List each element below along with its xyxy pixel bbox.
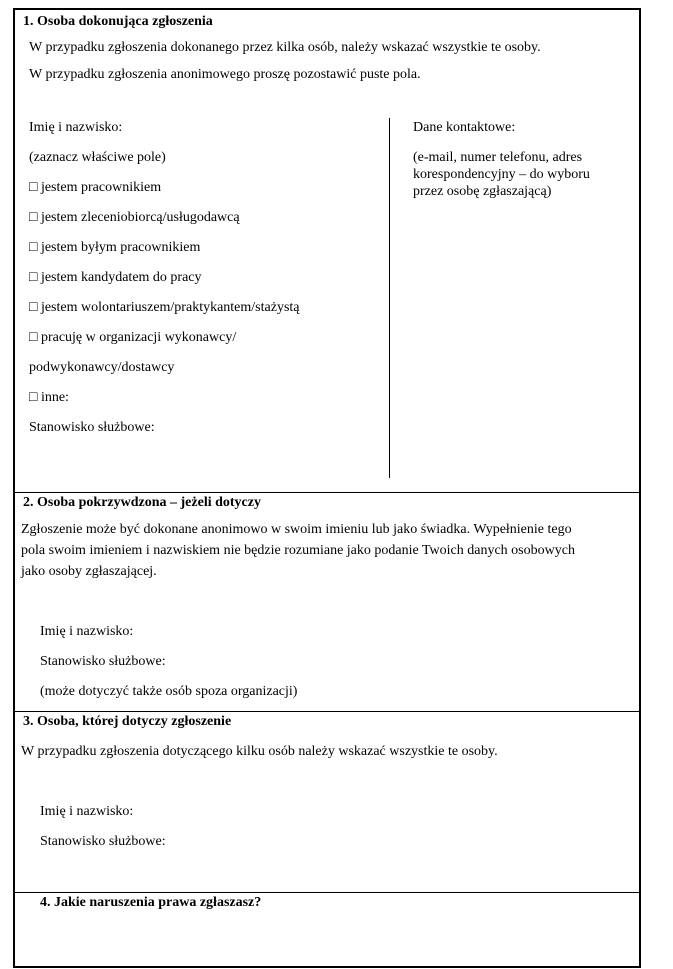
section2-title: 2. Osoba pokrzywdzona – jeżeli dotyczy: [23, 495, 261, 510]
section3-position-label: Stanowisko służbowe:: [40, 834, 166, 849]
section2-position-label: Stanowisko służbowe:: [40, 654, 166, 669]
option-former-employee[interactable]: □ jestem byłym pracownikiem: [29, 240, 201, 255]
section2-name-label: Imię i nazwisko:: [40, 624, 134, 639]
contact-hint-line3: przez osobę zgłaszającą): [413, 184, 552, 199]
option-subcontractor-cont: podwykonawcy/dostawcy: [29, 360, 175, 375]
section-divider-3: [15, 892, 639, 893]
section2-note: (może dotyczyć także osób spoza organizacji): [40, 684, 298, 699]
section2-desc-line1: Zgłoszenie może być dokonane anonimowo w swoim imieniu lub jako świadka. Wypełnienie tego: [21, 522, 572, 537]
section1-choose-hint: (zaznacz właściwe pole): [29, 150, 166, 165]
section1-note1: W przypadku zgłoszenia dokonanego przez kilka osób, należy wskazać wszystkie te osoby.: [29, 40, 541, 55]
section1-position-label: Stanowisko służbowe:: [29, 420, 155, 435]
contact-hint-line2: korespondencyjny – do wyboru: [413, 167, 590, 182]
contact-hint-line1: (e-mail, numer telefonu, adres: [413, 150, 583, 165]
section2-desc-line3: jako osoby zgłaszającej.: [21, 564, 157, 579]
form-frame: [13, 8, 641, 968]
section1-name-label: Imię i nazwisko:: [29, 120, 123, 135]
column-divider: [389, 118, 390, 478]
option-other[interactable]: □ inne:: [29, 390, 69, 405]
section3-title: 3. Osoba, której dotyczy zgłoszenie: [23, 714, 232, 729]
section-divider-1: [15, 492, 639, 493]
section4-title: 4. Jakie naruszenia prawa zgłaszasz?: [40, 895, 262, 910]
section1-note2: W przypadku zgłoszenia anonimowego proszę pozostawić puste pola.: [29, 67, 421, 82]
option-volunteer[interactable]: □ jestem wolontariuszem/praktykantem/stażystą: [29, 300, 300, 315]
section3-desc: W przypadku zgłoszenia dotyczącego kilku osób należy wskazać wszystkie te osoby.: [21, 744, 498, 759]
option-subcontractor[interactable]: □ pracuję w organizacji wykonawcy/: [29, 330, 237, 345]
option-contractor[interactable]: □ jestem zleceniobiorcą/usługodawcą: [29, 210, 240, 225]
section1-title: 1. Osoba dokonująca zgłoszenia: [23, 14, 213, 29]
contact-label: Dane kontaktowe:: [413, 120, 516, 135]
section-divider-2: [15, 711, 639, 712]
option-candidate[interactable]: □ jestem kandydatem do pracy: [29, 270, 202, 285]
section2-desc-line2: pola swoim imieniem i nazwiskiem nie będzie rozumiane jako podanie Twoich danych osobowych: [21, 543, 575, 558]
section3-name-label: Imię i nazwisko:: [40, 804, 134, 819]
option-employee[interactable]: □ jestem pracownikiem: [29, 180, 162, 195]
